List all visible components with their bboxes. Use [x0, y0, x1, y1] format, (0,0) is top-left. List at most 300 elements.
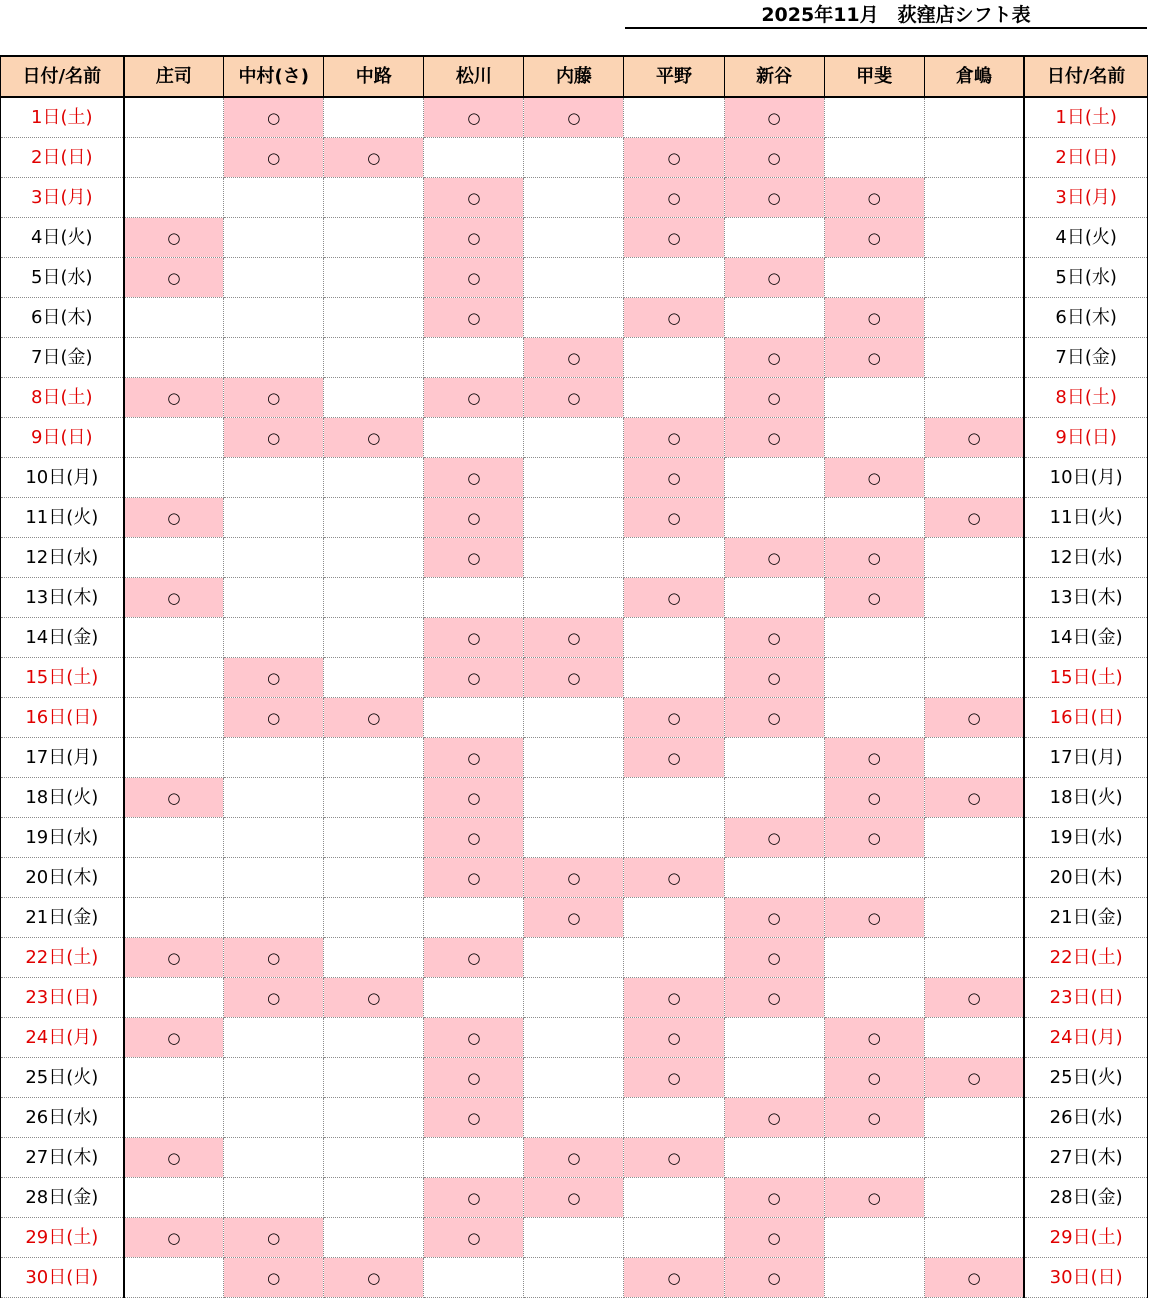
- shift-cell[interactable]: [124, 338, 224, 378]
- date-cell-left[interactable]: 14日(金): [1, 618, 124, 658]
- date-cell-left[interactable]: 15日(土): [1, 658, 124, 698]
- shift-cell[interactable]: [524, 458, 624, 498]
- shift-cell[interactable]: [824, 698, 924, 738]
- shift-cell[interactable]: [124, 818, 224, 858]
- shift-cell[interactable]: [424, 578, 524, 618]
- shift-cell[interactable]: [824, 538, 924, 578]
- date-cell-left[interactable]: 4日(火): [1, 218, 124, 258]
- shift-cell[interactable]: [224, 178, 324, 218]
- shift-cell[interactable]: [424, 658, 524, 698]
- shift-cell[interactable]: [424, 1018, 524, 1058]
- shift-cell[interactable]: [324, 978, 424, 1018]
- date-cell-left[interactable]: 10日(月): [1, 458, 124, 498]
- header-date-right[interactable]: 日付/名前: [1024, 56, 1147, 97]
- shift-cell[interactable]: [924, 298, 1024, 338]
- shift-cell[interactable]: [324, 138, 424, 178]
- header-name[interactable]: 松川: [424, 56, 524, 97]
- header-name[interactable]: 内藤: [524, 56, 624, 97]
- shift-cell[interactable]: [124, 578, 224, 618]
- shift-cell[interactable]: [324, 458, 424, 498]
- shift-cell[interactable]: [424, 938, 524, 978]
- shift-cell[interactable]: [724, 218, 824, 258]
- shift-cell[interactable]: [624, 978, 724, 1018]
- shift-cell[interactable]: [724, 298, 824, 338]
- shift-cell[interactable]: [524, 698, 624, 738]
- shift-cell[interactable]: [724, 938, 824, 978]
- shift-cell[interactable]: [124, 858, 224, 898]
- date-cell-left[interactable]: 27日(木): [1, 1138, 124, 1178]
- shift-cell[interactable]: [224, 458, 324, 498]
- shift-cell[interactable]: [624, 938, 724, 978]
- shift-cell[interactable]: [324, 1138, 424, 1178]
- shift-cell[interactable]: [724, 97, 824, 138]
- date-cell-left[interactable]: 20日(木): [1, 858, 124, 898]
- shift-cell[interactable]: [124, 218, 224, 258]
- shift-cell[interactable]: [224, 378, 324, 418]
- shift-cell[interactable]: [624, 258, 724, 298]
- shift-cell[interactable]: [424, 218, 524, 258]
- date-cell-left[interactable]: 2日(日): [1, 138, 124, 178]
- date-cell-left[interactable]: 17日(月): [1, 738, 124, 778]
- shift-cell[interactable]: [224, 858, 324, 898]
- shift-cell[interactable]: [524, 97, 624, 138]
- date-cell-right[interactable]: 7日(金): [1024, 338, 1147, 378]
- shift-cell[interactable]: [924, 858, 1024, 898]
- shift-cell[interactable]: [724, 578, 824, 618]
- shift-cell[interactable]: [724, 738, 824, 778]
- shift-cell[interactable]: [424, 97, 524, 138]
- date-cell-right[interactable]: 24日(月): [1024, 1018, 1147, 1058]
- shift-cell[interactable]: [724, 538, 824, 578]
- shift-cell[interactable]: [724, 978, 824, 1018]
- date-cell-left[interactable]: 3日(月): [1, 178, 124, 218]
- shift-cell[interactable]: [524, 218, 624, 258]
- shift-cell[interactable]: [824, 97, 924, 138]
- shift-cell[interactable]: [624, 578, 724, 618]
- header-name[interactable]: 新谷: [724, 56, 824, 97]
- shift-cell[interactable]: [224, 938, 324, 978]
- shift-cell[interactable]: [324, 538, 424, 578]
- shift-cell[interactable]: [124, 738, 224, 778]
- shift-cell[interactable]: [624, 378, 724, 418]
- shift-cell[interactable]: [924, 578, 1024, 618]
- shift-cell[interactable]: [424, 378, 524, 418]
- shift-cell[interactable]: [224, 1218, 324, 1258]
- date-cell-right[interactable]: 8日(土): [1024, 378, 1147, 418]
- shift-cell[interactable]: [924, 778, 1024, 818]
- date-cell-left[interactable]: 22日(土): [1, 938, 124, 978]
- shift-cell[interactable]: [924, 498, 1024, 538]
- shift-cell[interactable]: [524, 178, 624, 218]
- shift-cell[interactable]: [824, 978, 924, 1018]
- shift-cell[interactable]: [224, 498, 324, 538]
- shift-cell[interactable]: [924, 898, 1024, 938]
- date-cell-left[interactable]: 18日(火): [1, 778, 124, 818]
- shift-cell[interactable]: [724, 1258, 824, 1298]
- shift-cell[interactable]: [924, 1138, 1024, 1178]
- shift-cell[interactable]: [824, 378, 924, 418]
- shift-cell[interactable]: [324, 658, 424, 698]
- shift-cell[interactable]: [624, 1098, 724, 1138]
- shift-cell[interactable]: [324, 1218, 424, 1258]
- shift-cell[interactable]: [124, 618, 224, 658]
- shift-cell[interactable]: [824, 738, 924, 778]
- shift-cell[interactable]: [624, 178, 724, 218]
- shift-cell[interactable]: [424, 1058, 524, 1098]
- shift-cell[interactable]: [624, 618, 724, 658]
- shift-cell[interactable]: [524, 578, 624, 618]
- shift-cell[interactable]: [424, 1258, 524, 1298]
- shift-cell[interactable]: [124, 178, 224, 218]
- shift-cell[interactable]: [124, 1218, 224, 1258]
- header-name[interactable]: 甲斐: [824, 56, 924, 97]
- date-cell-right[interactable]: 16日(日): [1024, 698, 1147, 738]
- shift-cell[interactable]: [624, 858, 724, 898]
- header-date-left[interactable]: 日付/名前: [1, 56, 124, 97]
- shift-cell[interactable]: [524, 858, 624, 898]
- shift-cell[interactable]: [424, 1178, 524, 1218]
- shift-cell[interactable]: [924, 738, 1024, 778]
- date-cell-left[interactable]: 26日(水): [1, 1098, 124, 1138]
- date-cell-right[interactable]: 9日(日): [1024, 418, 1147, 458]
- shift-cell[interactable]: [524, 418, 624, 458]
- date-cell-right[interactable]: 5日(水): [1024, 258, 1147, 298]
- shift-cell[interactable]: [124, 658, 224, 698]
- shift-cell[interactable]: [124, 1018, 224, 1058]
- shift-cell[interactable]: [824, 138, 924, 178]
- shift-cell[interactable]: [824, 898, 924, 938]
- shift-cell[interactable]: [524, 938, 624, 978]
- date-cell-left[interactable]: 5日(水): [1, 258, 124, 298]
- shift-cell[interactable]: [924, 458, 1024, 498]
- date-cell-left[interactable]: 24日(月): [1, 1018, 124, 1058]
- shift-cell[interactable]: [924, 1098, 1024, 1138]
- date-cell-right[interactable]: 11日(火): [1024, 498, 1147, 538]
- shift-cell[interactable]: [324, 1258, 424, 1298]
- shift-cell[interactable]: [224, 298, 324, 338]
- shift-cell[interactable]: [124, 938, 224, 978]
- shift-cell[interactable]: [224, 338, 324, 378]
- date-cell-right[interactable]: 27日(木): [1024, 1138, 1147, 1178]
- shift-cell[interactable]: [524, 1258, 624, 1298]
- date-cell-left[interactable]: 21日(金): [1, 898, 124, 938]
- shift-cell[interactable]: [724, 1138, 824, 1178]
- shift-cell[interactable]: [824, 1058, 924, 1098]
- date-cell-right[interactable]: 18日(火): [1024, 778, 1147, 818]
- shift-cell[interactable]: [824, 938, 924, 978]
- shift-cell[interactable]: [424, 1218, 524, 1258]
- shift-cell[interactable]: [424, 298, 524, 338]
- shift-cell[interactable]: [624, 338, 724, 378]
- shift-cell[interactable]: [424, 1138, 524, 1178]
- shift-cell[interactable]: [924, 818, 1024, 858]
- shift-cell[interactable]: [124, 1178, 224, 1218]
- shift-cell[interactable]: [524, 1098, 624, 1138]
- shift-cell[interactable]: [524, 898, 624, 938]
- shift-cell[interactable]: [324, 1178, 424, 1218]
- header-name[interactable]: 中村(さ): [224, 56, 324, 97]
- shift-cell[interactable]: [524, 538, 624, 578]
- shift-cell[interactable]: [224, 818, 324, 858]
- shift-cell[interactable]: [324, 698, 424, 738]
- shift-cell[interactable]: [724, 818, 824, 858]
- shift-cell[interactable]: [924, 938, 1024, 978]
- shift-cell[interactable]: [224, 1018, 324, 1058]
- shift-cell[interactable]: [524, 1058, 624, 1098]
- shift-cell[interactable]: [324, 898, 424, 938]
- shift-cell[interactable]: [524, 658, 624, 698]
- shift-cell[interactable]: [724, 618, 824, 658]
- date-cell-left[interactable]: 19日(水): [1, 818, 124, 858]
- date-cell-left[interactable]: 8日(土): [1, 378, 124, 418]
- shift-cell[interactable]: [424, 138, 524, 178]
- shift-cell[interactable]: [924, 538, 1024, 578]
- shift-cell[interactable]: [324, 498, 424, 538]
- shift-cell[interactable]: [924, 698, 1024, 738]
- shift-cell[interactable]: [724, 1018, 824, 1058]
- shift-cell[interactable]: [124, 1098, 224, 1138]
- shift-cell[interactable]: [824, 1098, 924, 1138]
- shift-cell[interactable]: [724, 658, 824, 698]
- shift-cell[interactable]: [624, 1138, 724, 1178]
- shift-cell[interactable]: [924, 178, 1024, 218]
- shift-cell[interactable]: [324, 858, 424, 898]
- shift-cell[interactable]: [824, 818, 924, 858]
- shift-cell[interactable]: [524, 378, 624, 418]
- shift-cell[interactable]: [224, 1258, 324, 1298]
- shift-cell[interactable]: [824, 218, 924, 258]
- shift-cell[interactable]: [824, 178, 924, 218]
- shift-cell[interactable]: [624, 1258, 724, 1298]
- header-name[interactable]: 平野: [624, 56, 724, 97]
- shift-cell[interactable]: [824, 338, 924, 378]
- shift-cell[interactable]: [224, 978, 324, 1018]
- shift-cell[interactable]: [224, 97, 324, 138]
- shift-cell[interactable]: [924, 618, 1024, 658]
- shift-cell[interactable]: [224, 778, 324, 818]
- shift-cell[interactable]: [324, 738, 424, 778]
- shift-cell[interactable]: [324, 258, 424, 298]
- shift-cell[interactable]: [924, 1178, 1024, 1218]
- shift-cell[interactable]: [524, 1018, 624, 1058]
- shift-cell[interactable]: [624, 818, 724, 858]
- shift-cell[interactable]: [324, 338, 424, 378]
- date-cell-right[interactable]: 13日(木): [1024, 578, 1147, 618]
- shift-cell[interactable]: [124, 458, 224, 498]
- shift-cell[interactable]: [724, 858, 824, 898]
- shift-cell[interactable]: [824, 1218, 924, 1258]
- shift-cell[interactable]: [624, 218, 724, 258]
- shift-cell[interactable]: [624, 698, 724, 738]
- shift-cell[interactable]: [124, 1258, 224, 1298]
- date-cell-right[interactable]: 21日(金): [1024, 898, 1147, 938]
- shift-cell[interactable]: [324, 1018, 424, 1058]
- shift-cell[interactable]: [524, 258, 624, 298]
- date-cell-right[interactable]: 10日(月): [1024, 458, 1147, 498]
- shift-cell[interactable]: [424, 978, 524, 1018]
- shift-cell[interactable]: [424, 178, 524, 218]
- date-cell-right[interactable]: 3日(月): [1024, 178, 1147, 218]
- shift-cell[interactable]: [724, 1218, 824, 1258]
- shift-cell[interactable]: [224, 1178, 324, 1218]
- shift-cell[interactable]: [424, 818, 524, 858]
- shift-cell[interactable]: [824, 298, 924, 338]
- shift-cell[interactable]: [724, 258, 824, 298]
- date-cell-right[interactable]: 25日(火): [1024, 1058, 1147, 1098]
- shift-cell[interactable]: [924, 338, 1024, 378]
- shift-cell[interactable]: [324, 1058, 424, 1098]
- shift-cell[interactable]: [224, 618, 324, 658]
- shift-cell[interactable]: [224, 418, 324, 458]
- date-cell-right[interactable]: 15日(土): [1024, 658, 1147, 698]
- shift-cell[interactable]: [224, 898, 324, 938]
- shift-cell[interactable]: [624, 138, 724, 178]
- date-cell-left[interactable]: 7日(金): [1, 338, 124, 378]
- shift-cell[interactable]: [624, 778, 724, 818]
- shift-cell[interactable]: [524, 338, 624, 378]
- date-cell-right[interactable]: 22日(土): [1024, 938, 1147, 978]
- header-name[interactable]: 庄司: [124, 56, 224, 97]
- header-name[interactable]: 中路: [324, 56, 424, 97]
- shift-cell[interactable]: [924, 1258, 1024, 1298]
- shift-cell[interactable]: [424, 738, 524, 778]
- shift-cell[interactable]: [924, 658, 1024, 698]
- shift-cell[interactable]: [224, 738, 324, 778]
- shift-cell[interactable]: [224, 538, 324, 578]
- shift-cell[interactable]: [224, 218, 324, 258]
- shift-cell[interactable]: [224, 578, 324, 618]
- shift-cell[interactable]: [824, 578, 924, 618]
- shift-cell[interactable]: [524, 1178, 624, 1218]
- shift-cell[interactable]: [424, 698, 524, 738]
- date-cell-right[interactable]: 20日(木): [1024, 858, 1147, 898]
- shift-cell[interactable]: [424, 538, 524, 578]
- shift-cell[interactable]: [124, 698, 224, 738]
- shift-cell[interactable]: [524, 978, 624, 1018]
- shift-cell[interactable]: [124, 258, 224, 298]
- shift-cell[interactable]: [424, 498, 524, 538]
- shift-cell[interactable]: [924, 97, 1024, 138]
- shift-cell[interactable]: [324, 178, 424, 218]
- shift-cell[interactable]: [724, 698, 824, 738]
- date-cell-left[interactable]: 29日(土): [1, 1218, 124, 1258]
- date-cell-right[interactable]: 28日(金): [1024, 1178, 1147, 1218]
- date-cell-right[interactable]: 12日(水): [1024, 538, 1147, 578]
- shift-cell[interactable]: [524, 298, 624, 338]
- date-cell-right[interactable]: 23日(日): [1024, 978, 1147, 1018]
- shift-cell[interactable]: [124, 1058, 224, 1098]
- shift-cell[interactable]: [724, 778, 824, 818]
- shift-cell[interactable]: [424, 258, 524, 298]
- shift-cell[interactable]: [624, 738, 724, 778]
- shift-cell[interactable]: [424, 418, 524, 458]
- shift-cell[interactable]: [824, 258, 924, 298]
- date-cell-left[interactable]: 1日(土): [1, 97, 124, 138]
- shift-cell[interactable]: [424, 338, 524, 378]
- shift-cell[interactable]: [724, 338, 824, 378]
- shift-cell[interactable]: [624, 498, 724, 538]
- shift-cell[interactable]: [224, 258, 324, 298]
- shift-cell[interactable]: [824, 1258, 924, 1298]
- shift-cell[interactable]: [324, 1098, 424, 1138]
- shift-cell[interactable]: [924, 978, 1024, 1018]
- shift-cell[interactable]: [624, 898, 724, 938]
- shift-cell[interactable]: [624, 298, 724, 338]
- shift-cell[interactable]: [724, 1098, 824, 1138]
- date-cell-left[interactable]: 11日(火): [1, 498, 124, 538]
- shift-cell[interactable]: [424, 898, 524, 938]
- shift-cell[interactable]: [524, 738, 624, 778]
- shift-cell[interactable]: [124, 978, 224, 1018]
- date-cell-left[interactable]: 6日(木): [1, 298, 124, 338]
- shift-cell[interactable]: [824, 778, 924, 818]
- shift-cell[interactable]: [724, 138, 824, 178]
- shift-cell[interactable]: [324, 938, 424, 978]
- date-cell-right[interactable]: 17日(月): [1024, 738, 1147, 778]
- shift-cell[interactable]: [824, 858, 924, 898]
- shift-cell[interactable]: [524, 498, 624, 538]
- shift-cell[interactable]: [924, 258, 1024, 298]
- shift-cell[interactable]: [124, 298, 224, 338]
- shift-cell[interactable]: [524, 1218, 624, 1258]
- shift-cell[interactable]: [524, 138, 624, 178]
- date-cell-right[interactable]: 19日(水): [1024, 818, 1147, 858]
- shift-cell[interactable]: [724, 498, 824, 538]
- date-cell-left[interactable]: 23日(日): [1, 978, 124, 1018]
- date-cell-right[interactable]: 30日(日): [1024, 1258, 1147, 1298]
- shift-cell[interactable]: [924, 1018, 1024, 1058]
- shift-cell[interactable]: [624, 1018, 724, 1058]
- shift-cell[interactable]: [624, 1218, 724, 1258]
- shift-cell[interactable]: [124, 378, 224, 418]
- header-name[interactable]: 倉嶋: [924, 56, 1024, 97]
- shift-cell[interactable]: [324, 578, 424, 618]
- shift-cell[interactable]: [124, 538, 224, 578]
- shift-cell[interactable]: [924, 138, 1024, 178]
- shift-cell[interactable]: [224, 138, 324, 178]
- shift-cell[interactable]: [624, 538, 724, 578]
- shift-cell[interactable]: [124, 898, 224, 938]
- date-cell-right[interactable]: 6日(木): [1024, 298, 1147, 338]
- date-cell-left[interactable]: 25日(火): [1, 1058, 124, 1098]
- shift-cell[interactable]: [424, 618, 524, 658]
- date-cell-right[interactable]: 14日(金): [1024, 618, 1147, 658]
- date-cell-right[interactable]: 1日(土): [1024, 97, 1147, 138]
- shift-cell[interactable]: [824, 618, 924, 658]
- shift-cell[interactable]: [124, 1138, 224, 1178]
- shift-cell[interactable]: [324, 778, 424, 818]
- shift-cell[interactable]: [824, 1138, 924, 1178]
- shift-cell[interactable]: [524, 1138, 624, 1178]
- shift-cell[interactable]: [824, 418, 924, 458]
- shift-cell[interactable]: [924, 218, 1024, 258]
- shift-cell[interactable]: [524, 618, 624, 658]
- date-cell-right[interactable]: 4日(火): [1024, 218, 1147, 258]
- shift-cell[interactable]: [124, 498, 224, 538]
- shift-cell[interactable]: [724, 458, 824, 498]
- shift-cell[interactable]: [424, 858, 524, 898]
- shift-cell[interactable]: [624, 1058, 724, 1098]
- date-cell-left[interactable]: 28日(金): [1, 1178, 124, 1218]
- shift-cell[interactable]: [424, 778, 524, 818]
- date-cell-left[interactable]: 16日(日): [1, 698, 124, 738]
- shift-cell[interactable]: [824, 458, 924, 498]
- shift-cell[interactable]: [824, 1018, 924, 1058]
- shift-cell[interactable]: [724, 378, 824, 418]
- shift-cell[interactable]: [824, 498, 924, 538]
- shift-cell[interactable]: [624, 97, 724, 138]
- shift-cell[interactable]: [924, 378, 1024, 418]
